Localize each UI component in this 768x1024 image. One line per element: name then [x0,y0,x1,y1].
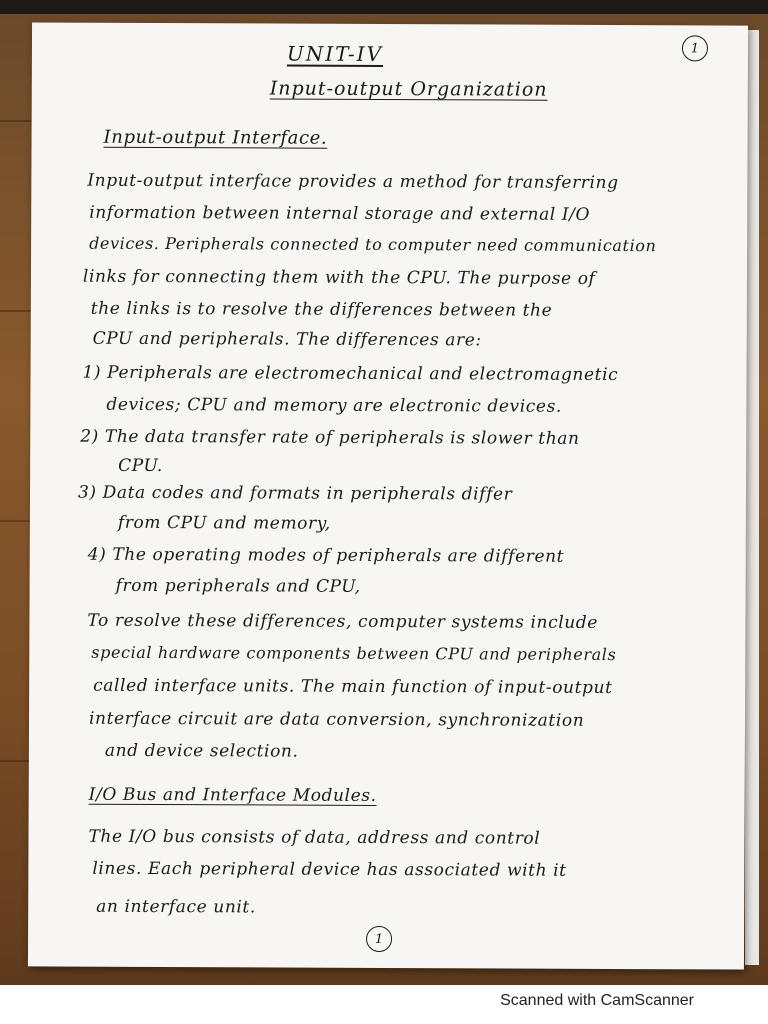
list-item-cont: from peripherals and CPU, [115,575,361,597]
list-item-cont: CPU. [118,455,163,477]
text-line: The I/O bus consists of data, address and control [88,826,541,849]
text-line: devices. Peripherals connected to computer need communication [89,233,657,256]
text-line: special hardware components between CPU and peripherals [91,642,617,664]
unit-title: UNIT-IV [286,41,384,66]
section-heading-io-interface: Input-output Interface. [103,126,328,149]
text-line: links for connecting them with the CPU. The purpose of [82,266,596,289]
text-line: To resolve these differences, computer systems include [87,610,599,633]
text-line: information between internal storage and external I/O [89,202,591,225]
text-line: interface circuit are data conversion, synchronization [88,708,585,731]
list-item: 2) The data transfer rate of peripherals is slower than [80,426,580,449]
text-line: lines. Each peripheral device has associated with it [92,858,567,881]
text-line: CPU and peripherals. The differences are: [92,328,482,351]
text-line: an interface unit. [96,896,256,918]
notebook-page [28,22,748,969]
camscanner-watermark: Scanned with CamScanner [500,992,694,1009]
list-item-cont: devices; CPU and memory are electronic devices. [106,394,562,417]
list-item: 4) The operating modes of peripherals are different [87,544,565,567]
bottom-page-number: 1 [366,926,392,952]
text-line: and device selection. [104,740,299,762]
list-item: 3) Data codes and formats in peripherals differ [77,482,513,505]
text-line: Input-output interface provides a method for transferring [87,170,619,194]
page-number-circle: 1 [682,35,708,61]
list-item-cont: from CPU and memory, [117,512,331,534]
section-heading-io-bus: I/O Bus and Interface Modules. [88,784,377,806]
topic-title: Input-output Organization [269,77,548,101]
text-line: the links is to resolve the differences between the [90,298,553,321]
list-item: 1) Peripherals are electromechanical and electromagnetic [82,362,619,386]
text-line: called interface units. The main function of input-output [93,675,613,698]
